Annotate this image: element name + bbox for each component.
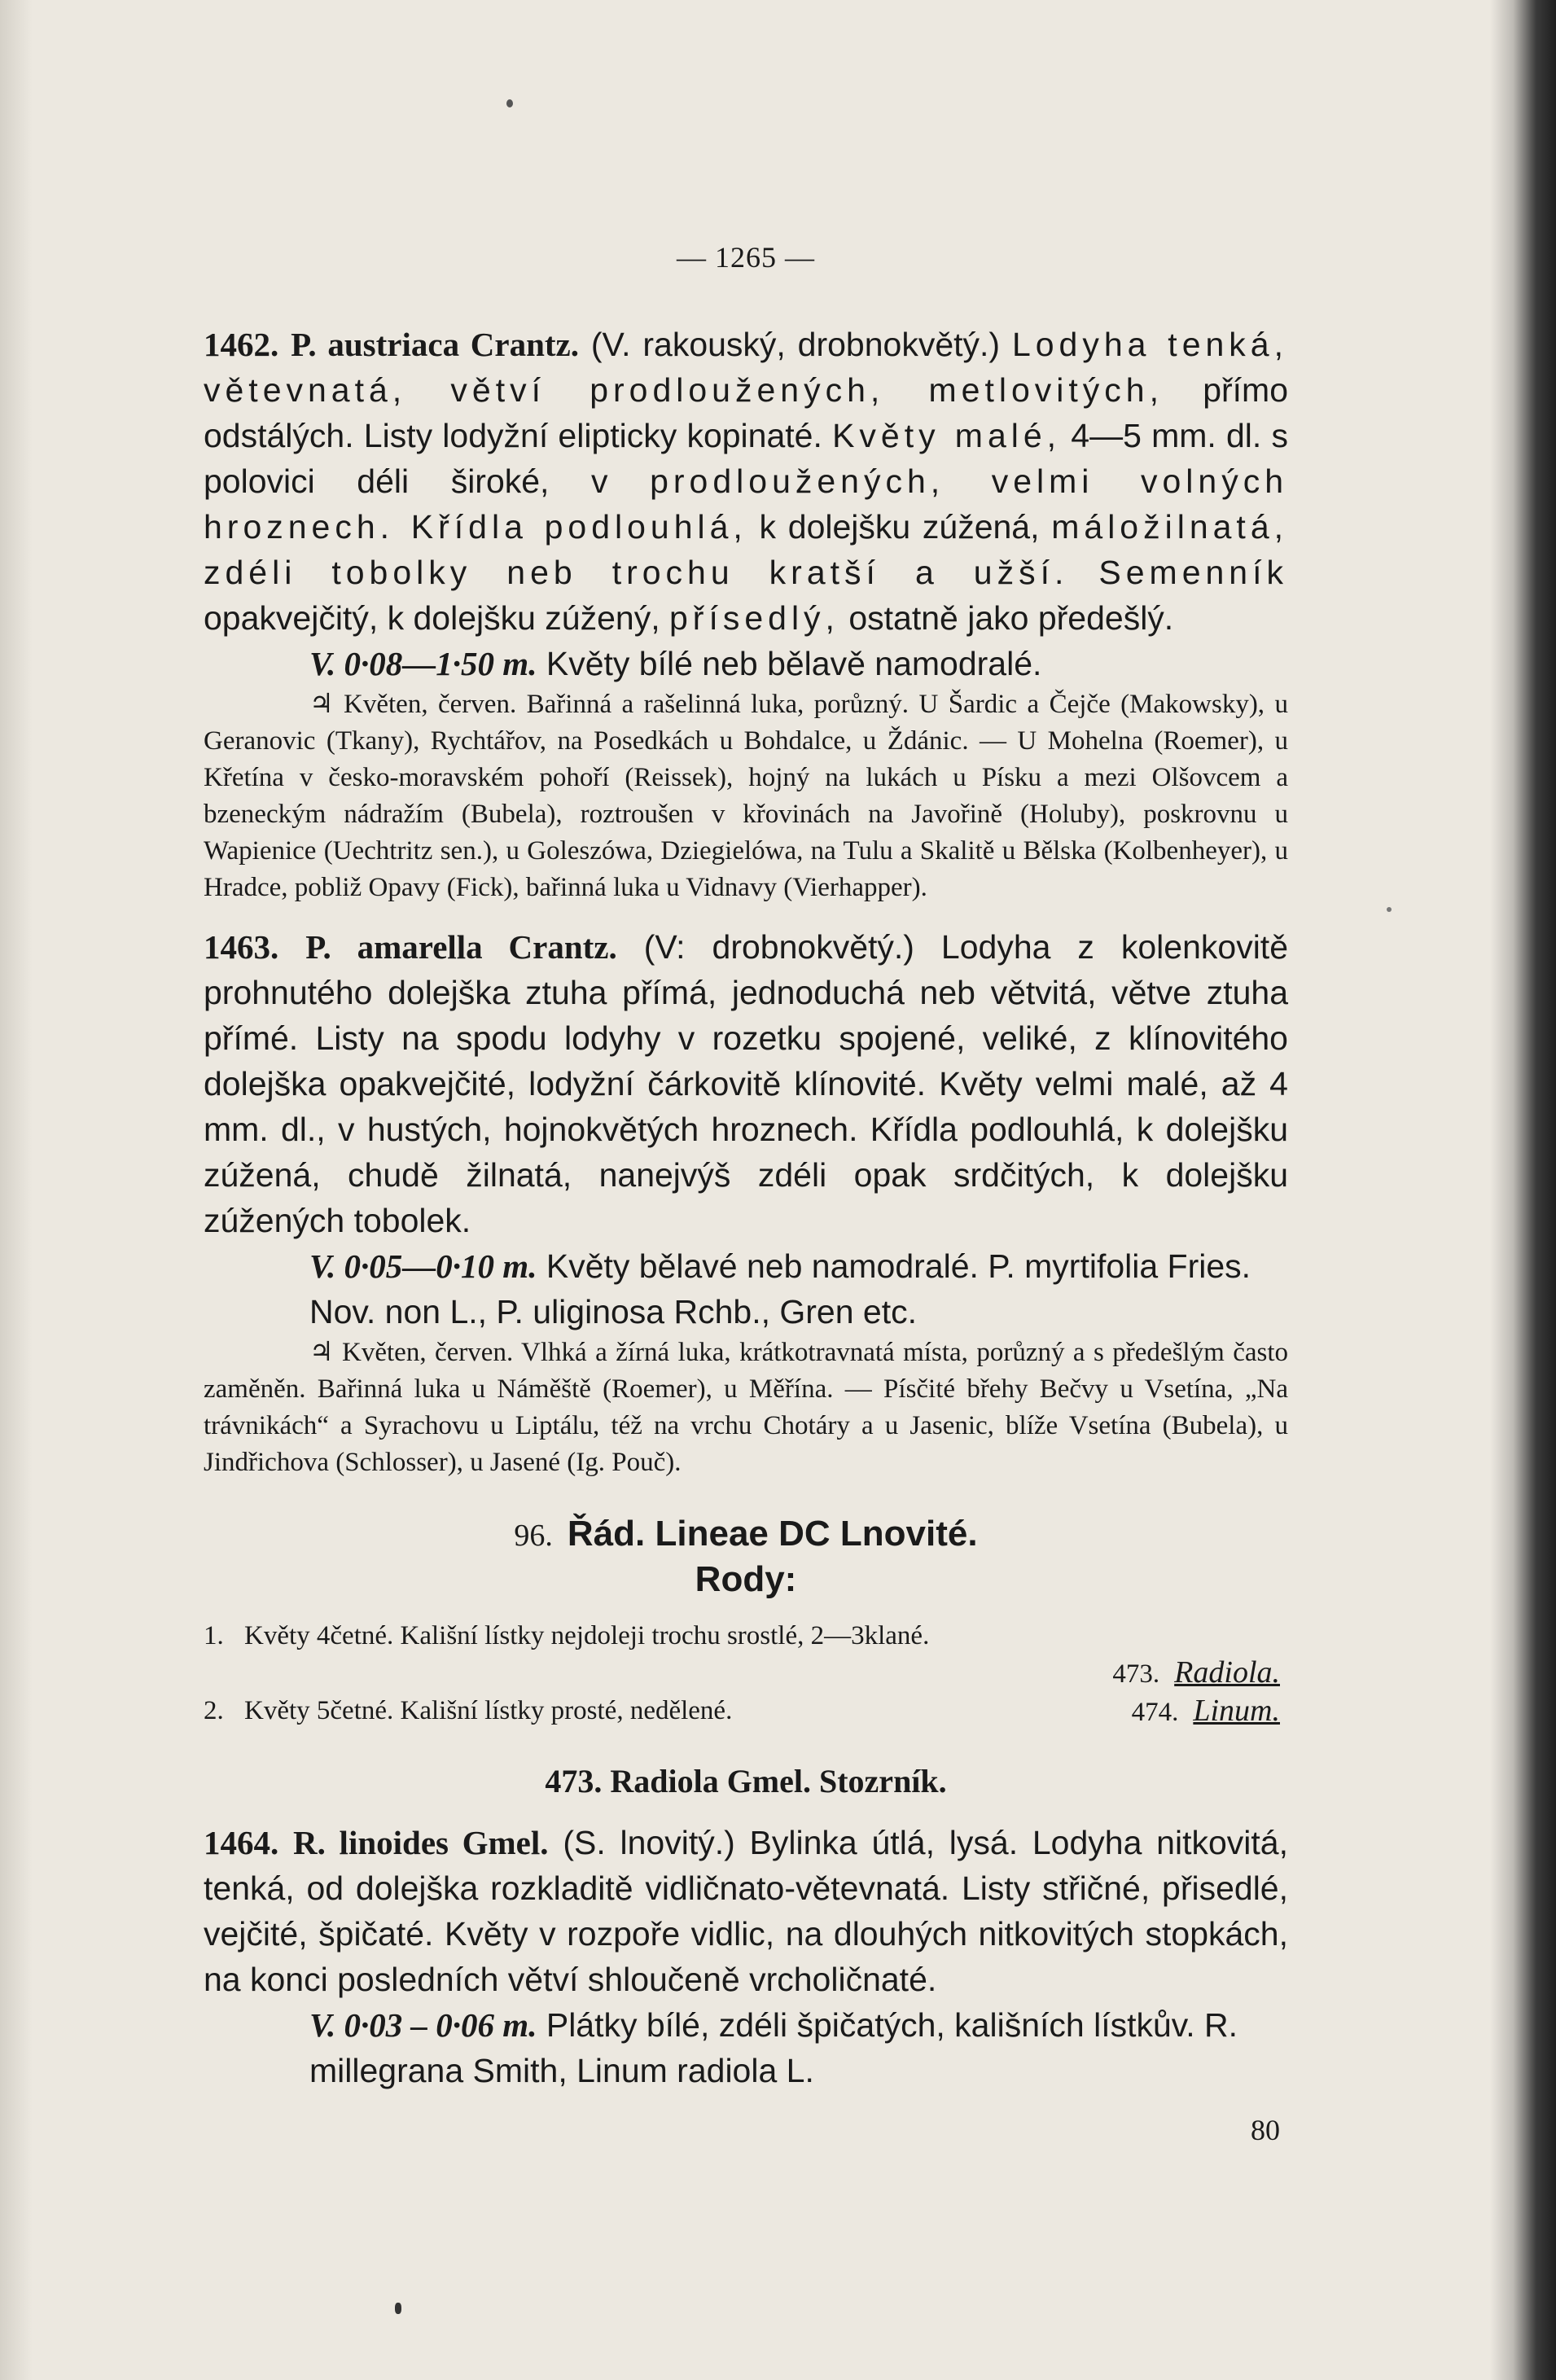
species-entry-1463 [204,924,1288,1481]
key-number: 1. [204,1621,224,1650]
emphasis-text: přísedlý, [669,599,839,637]
key-text: Květy 5četné. Kališní lístky prosté, nedělené. [244,1696,733,1725]
order-number: 96. [514,1519,553,1553]
page-content [204,240,1288,2147]
distribution-text [204,686,1288,906]
key-row [204,1618,1288,1655]
height-and-flowers [204,1243,1288,1335]
ink-speck [506,99,513,107]
order-title: Řád. Lineae DC Lnovité. [567,1514,978,1554]
height-and-flowers [204,2002,1288,2093]
order-heading [204,1514,1288,1554]
emphasis-text: máložilnatá, zdéli tobolky neb trochu kratší a užší. [204,508,1289,591]
emphasis-text: Květy malé, [832,417,1062,454]
description-text: (V: drobnokvětý.) Lodyha z kolenkovitě prohnutého dolejška ztuha přímá, jednoduchá neb větvitá, větve ztuha přímé. Listy na spodu lodyhy v rozetku spojené, veliké, z klínovitého dolejška opakvejčité, lodyžní čárkovitě klínovité. Květy velmi malé, až 4 mm. dl., v hustých, hojnokvětých hroznech. Křídla podlouhlá, k dolejšku zúžená, chudě žilnatá, nanejvýš zdéli opak srdčitých, k dolejšku zúžených tobolek. [204,928,1288,1239]
key-result [204,1655,1288,1693]
emphasis-text: prodloužených, velmi volných hroznech. Křídla podlouhlá, [204,462,1288,546]
signature-mark: 80 [1251,2114,1280,2146]
species-name: P. austriaca Crantz. [291,326,580,363]
species-description [204,322,1288,641]
page-right-edge [1490,0,1556,2380]
species-entry-1464 [204,1820,1288,2093]
key-number: 2. [204,1696,224,1725]
description-text: 4—5 mm. dl. s polovici déli široké, v [204,417,1288,500]
height-label: V. 0·05—0·10 m. [309,1247,537,1285]
height-and-flowers [204,641,1288,686]
key-result-number: 473. [1112,1659,1160,1689]
species-number: 1464. [204,1824,279,1861]
height-label: V. 0·08—1·50 m. [309,645,537,682]
description-text: opakvejčitý, k dolejšku zúžený, [204,599,669,637]
page-number: — 1265 — [677,241,815,274]
key-result-number: 474. [1131,1698,1179,1727]
key-text: Květy 4četné. Kališní lístky nejdoleji trochu srostlé, 2—3klané. [244,1621,930,1650]
height-label: V. 0·03 – 0·06 m. [309,2006,537,2044]
species-name: R. linoides Gmel. [293,1824,549,1861]
description-text: ostatně jako předešlý. [839,599,1174,637]
description-text: (S. lnovitý.) Bylinka útlá, lysá. Lodyha nitkovitá, tenká, od dolejška rozkladitě vidličnato-větevnatá. Listy střičné, přisedlé, vejčité, špičaté. Květy v rozpoře vidlic, na dlouhých nitkovitých stopkách, na konci posledních větví shloučeně vrcholičnaté. [204,1824,1288,1998]
ink-speck [395,2303,401,2314]
description-text: přímo odstálých. Listy lodyžní elipticky kopinaté. [204,371,1288,454]
distribution-body: ♃ Květen, červen. Vlhká a žírná luka, krátkotravnatá místa, porůzný a s předešlým často zaměněn. Bařinná luka u Náměště (Roemer), u Měřína. — Písčité břehy Bečvy u Vsetína, „Na trávnikách“ a Syrachovu u Liptálu, též na vrchu Chotáry a u Jasenic, blíže Vsetína (Bubela), u Jindřichova (Schlosser), u Jasené (Ig. Pouč). [204,1338,1288,1477]
flower-color-text: Květy bělavé neb namodralé. P. myrtifolia Fries. Nov. non L., P. uliginosa Rchb., Gren etc. [309,1247,1251,1330]
distribution-body: ♃ Květen, červen. Bařinná a rašelinná luka, porůzný. U Šardic a Čejče (Makowsky), u Geranovic (Tkany), Rychtářov, na Posedkách u Bohdalce, u Ždánic. — U Mohelna (Roemer), u Křetína v česko-moravském pohoří (Reissek), hojný na lukách u Písku a mezi Olšovcem a bzeneckým nádražím (Bubela), roztroušen v křovinách na Javořině (Holuby), poskrovnu u Wapienice (Uechtritz sen.), u Goleszówa, Dziegielówa, na Tulu a Skalitě u Bělska (Kolbenheyer), u Hradce, pobliž Opavy (Fick), bařinná luka u Vidnavy (Vierhapper). [204,690,1288,902]
description-text: k dolejšku zúžená, [747,508,1052,546]
ink-speck [1387,907,1392,912]
description-text [1068,554,1098,591]
flower-color-text: Plátky bílé, zdéli špičatých, kališních lístkův. R. millegrana Smith, Linum radiola L. [309,2006,1238,2089]
flower-color-text: Květy bílé neb bělavě namodralé. [537,645,1042,682]
genera-heading: Rody: [695,1559,797,1599]
emphasis-text: Semenník [1098,554,1288,591]
genus-heading: 473. Radiola Gmel. Stozrník. [545,1763,947,1799]
emphasis-text: Lodyha tenká, větevnatá, větví prodloužených, metlovitých, [204,326,1288,409]
species-number: 1462. [204,326,279,363]
key-result-genus: Radiola. [1174,1655,1280,1690]
species-entry-1462 [204,322,1288,906]
species-description [204,924,1288,1243]
genus-key [204,1618,1288,1731]
key-result-genus: Linum. [1193,1694,1280,1728]
distribution-text [204,1335,1288,1481]
key-row [204,1693,1288,1731]
species-name: P. amarella Crantz. [305,928,617,966]
key-result [1132,1693,1288,1731]
species-description [204,1820,1288,2002]
page-left-shadow [0,0,33,2380]
species-number: 1463. [204,928,279,966]
description-text: (V. rakouský, drobnokvětý.) [579,326,1012,363]
